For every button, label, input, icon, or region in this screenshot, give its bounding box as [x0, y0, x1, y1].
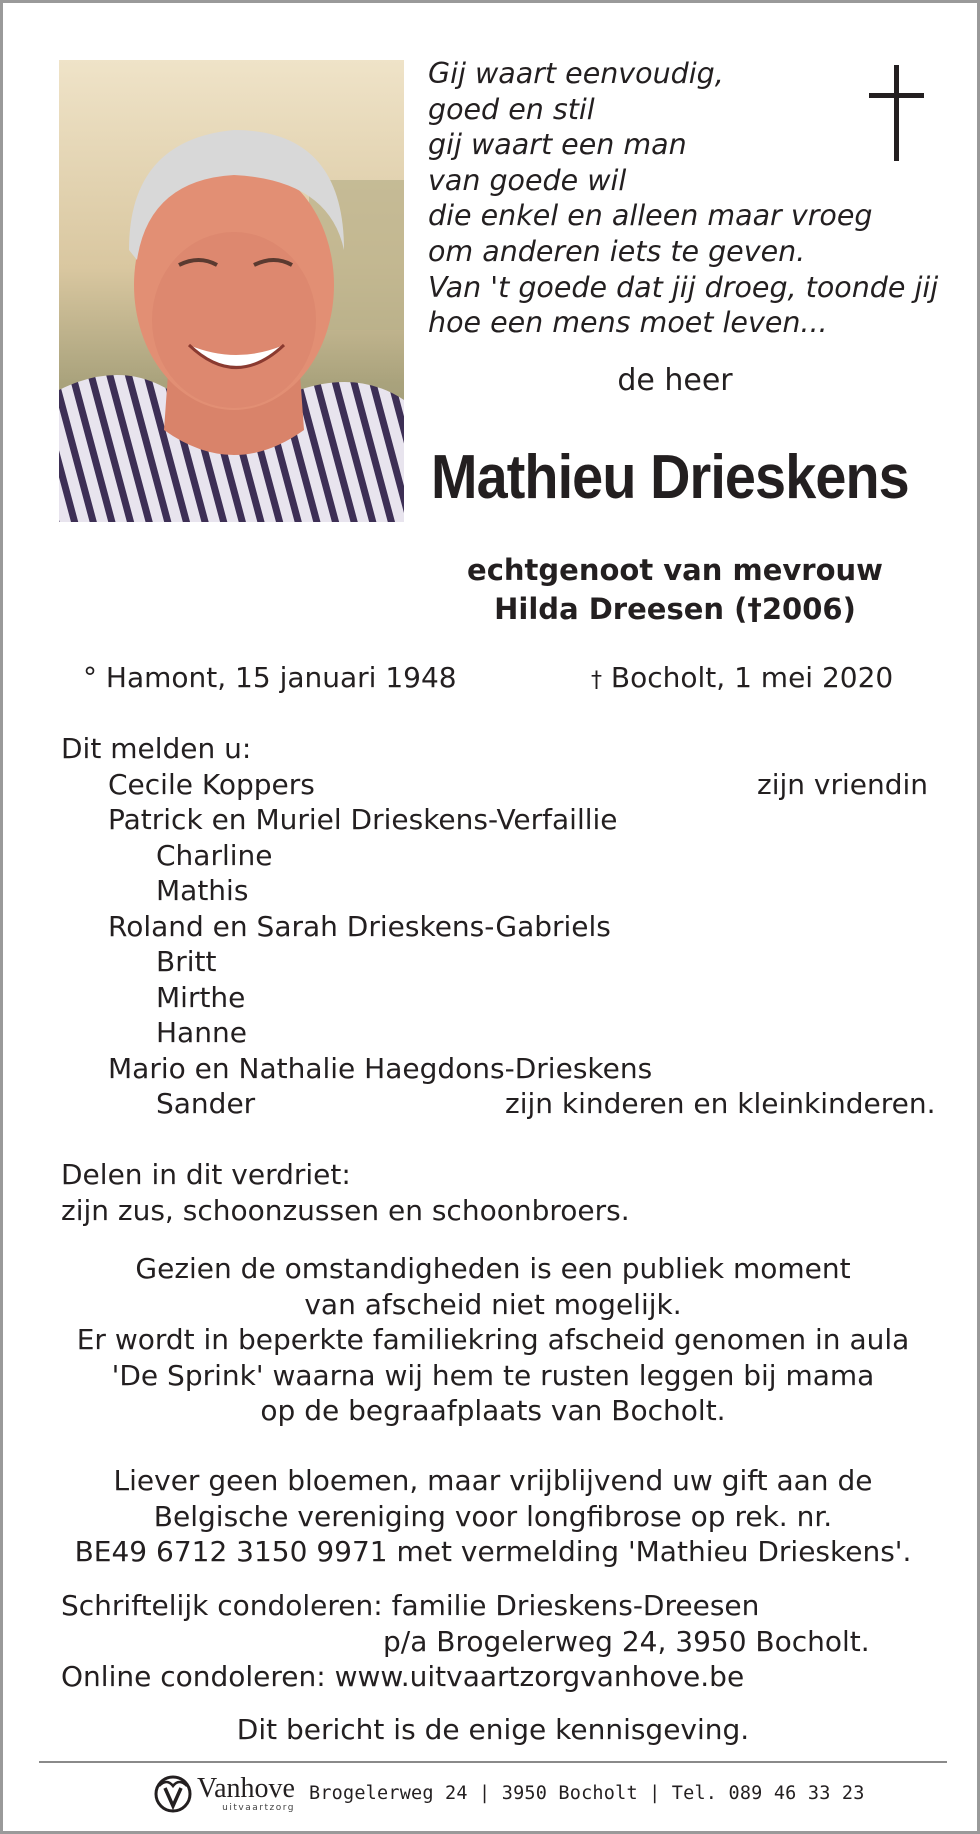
ceremony-line: van afscheid niet mogelijk.: [304, 1287, 682, 1321]
poem-line: Gij waart eenvoudig,: [428, 57, 724, 90]
announcer: Roland en Sarah Drieskens-Gabriels: [108, 909, 611, 943]
deceased-name: Mathieu Drieskens: [431, 443, 909, 512]
announcers-heading: Dit melden u:: [61, 732, 252, 765]
honorific: de heer: [617, 363, 733, 398]
portrait-illustration: [59, 60, 404, 522]
footer-divider: [39, 1761, 947, 1763]
birth-date: ° Hamont, 15 januari 1948: [83, 661, 457, 694]
death-cross-icon: †: [591, 668, 602, 693]
ceremony-text: [43, 1251, 943, 1429]
poem-line: gij waart een man: [428, 128, 687, 162]
vanhove-logo-icon: [153, 1774, 193, 1814]
logo-subtitle: uitvaartzorg: [222, 1803, 295, 1813]
poem-line: hoe een mens moet leven...: [428, 306, 828, 340]
gift-line: BE49 6712 3150 9971 met vermelding 'Mathieu Drieskens'.: [74, 1535, 912, 1568]
death-date: Bocholt, 1 mei 2020: [610, 661, 894, 694]
share-text: zijn zus, schoonzussen en schoonbroers.: [61, 1193, 630, 1227]
portrait-photo: [59, 60, 404, 522]
announcer: Britt: [156, 945, 217, 978]
spouse-line-1: echtgenoot van mevrouw: [467, 553, 883, 587]
share-heading: Delen in dit verdriet:: [61, 1158, 351, 1191]
poem-line: om anderen iets te geven.: [428, 234, 806, 268]
death-date-line: [591, 660, 893, 699]
condolence-address: p/a Brogelerweg 24, 3950 Bocholt.: [383, 1624, 870, 1658]
ceremony-line: op de begraafplaats van Bocholt.: [260, 1394, 726, 1427]
announcer: Patrick en Muriel Drieskens-Verfaillie: [108, 803, 618, 836]
logo-name: Vanhove: [197, 1773, 295, 1804]
notice: Dit bericht is de enige kennisgeving.: [236, 1713, 750, 1746]
announcer: Cecile Koppers: [108, 767, 315, 801]
ceremony-line: Gezien de omstandigheden is een publiek moment: [135, 1252, 851, 1285]
spouse-line-2: Hilda Dreesen (†2006): [494, 592, 856, 626]
footer: [153, 1769, 865, 1819]
poem-line: van goede wil: [428, 163, 627, 197]
ceremony-line: 'De Sprink' waarna wij hem te rusten leggen bij mama: [111, 1358, 875, 1392]
gift-line: Belgische vereniging voor longfibrose op rek. nr.: [153, 1499, 833, 1533]
condolence-online[interactable]: Online condoleren: www.uitvaartzorgvanhove.be: [61, 1660, 745, 1693]
gift-text: [43, 1463, 943, 1570]
footer-address: Brogelerweg 24 | 3950 Bocholt | Tel. 089 46 33 23: [308, 1783, 865, 1805]
ceremony-line: Er wordt in beperkte familiekring afscheid genomen in aula: [76, 1323, 910, 1356]
announcer: Hanne: [156, 1016, 247, 1049]
relation-friend: zijn vriendin: [757, 767, 929, 801]
announcer: Charline: [156, 838, 273, 872]
spouse-info: [428, 551, 922, 629]
poem: [428, 56, 938, 341]
announcer: Mathis: [156, 874, 249, 907]
announcer: Mario en Nathalie Haegdons-Drieskens: [108, 1051, 653, 1085]
announcer: Sander: [156, 1087, 256, 1120]
poem-line: goed en stil: [428, 92, 595, 126]
relation-children: zijn kinderen en kleinkinderen.: [505, 1087, 936, 1120]
poem-line: Van 't goede dat jij droeg, toonde jij: [428, 270, 939, 304]
logo-text: [197, 1775, 295, 1813]
gift-line: Liever geen bloemen, maar vrijblijvend uw gift aan de: [113, 1464, 873, 1497]
announcer: Mirthe: [156, 980, 246, 1014]
poem-line: die enkel en alleen maar vroeg: [428, 199, 873, 233]
condolence-written: Schriftelijk condoleren: familie Drieskens-Dreesen: [61, 1589, 760, 1622]
